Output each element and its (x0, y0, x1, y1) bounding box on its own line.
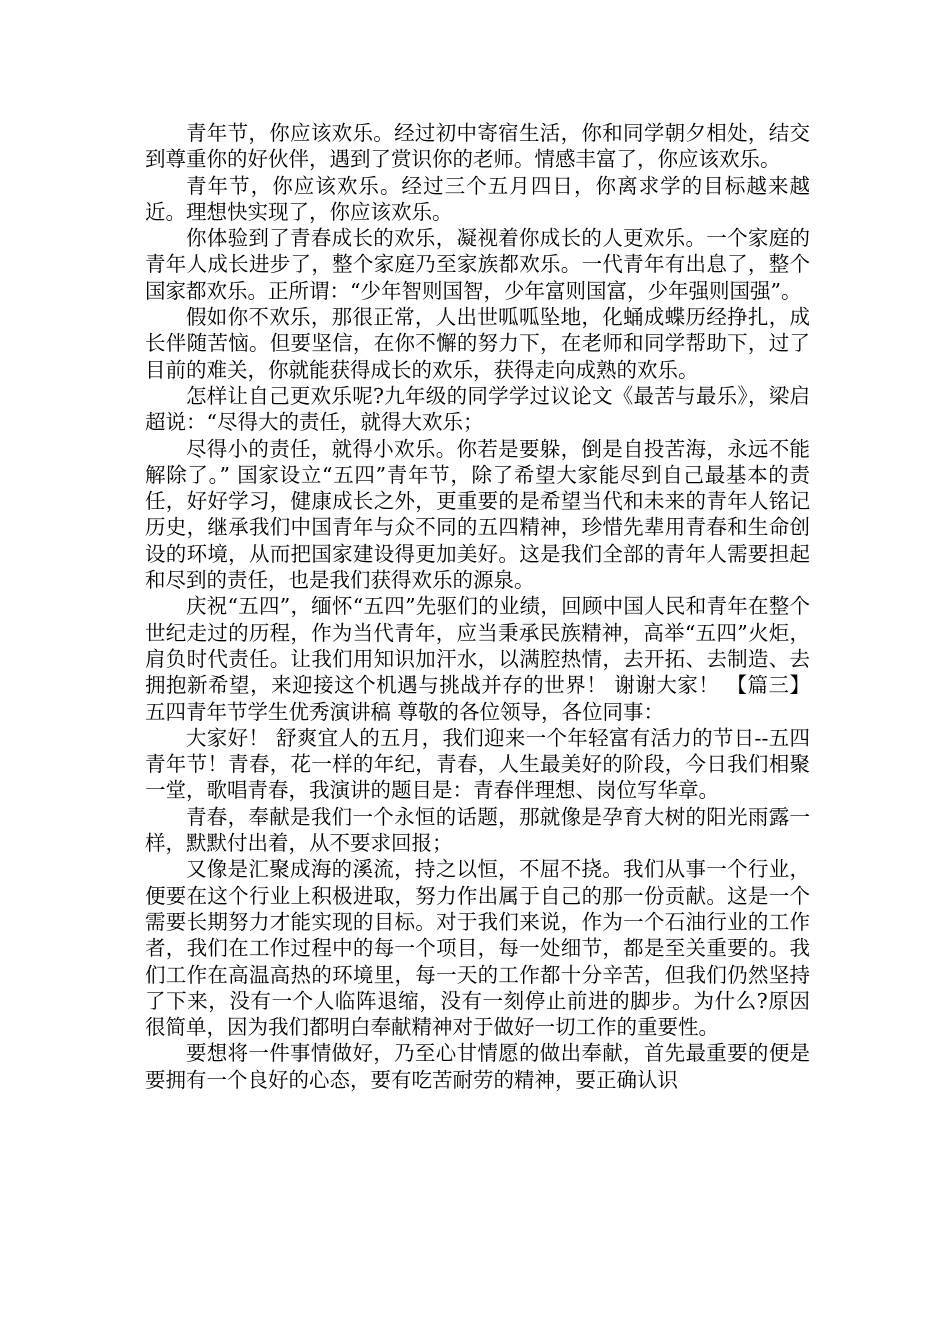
paragraph: 尽得小的责任，就得小欢乐。你若是要躲，倒是自投苦海，永远不能解除了。” 国家设立“五四”青年节，除了希望大家能尽到自己最基本的责任，好好学习，健康成长之外，更重要的是希望当代和未来的青年人铭记历史，继承我们中国青年与众不同的五四精神，珍惜先辈用青春和生命创设的环境，从而把国家建设得更加美好。这是我们全部的青年人需要担起和尽到的责任，也是我们获得欢乐的源泉。 (145, 436, 810, 593)
paragraph: 你体验到了青春成长的欢乐，凝视着你成长的人更欢乐。一个家庭的青年人成长进步了，整个家庭乃至家族都欢乐。一代青年有出息了，整个国家都欢乐。正所谓：“少年智则国智，少年富则国富，少年强则国强”。 (145, 226, 810, 303)
paragraph: 青年节，你应该欢乐。经过初中寄宿生活，你和同学朝夕相处，结交到尊重你的好伙伴，遇到了赏识你的老师。情感丰富了，你应该欢乐。 (145, 121, 810, 172)
paragraph: 又像是汇聚成海的溪流，持之以恒，不屈不挠。我们从事一个行业，便要在这个行业上积极进取，努力作出属于自己的那一份贡献。这是一个需要长期努力才能实现的目标。对于我们来说，作为一个石油行业的工作者，我们在工作过程中的每一个项目，每一处细节，都是至关重要的。我们工作在高温高热的环境里，每一天的工作都十分辛苦，但我们仍然坚持了下来，没有一个人临阵退缩，没有一刻停止前进的脚步。为什么?原因很简单，因为我们都明白奉献精神对于做好一切工作的重要性。 (145, 857, 810, 1040)
document-page (145, 120, 810, 1093)
paragraph: 大家好！ 舒爽宜人的五月，我们迎来一个年轻富有活力的节日--五四青年节！青春，花一样的年纪，青春，人生最美好的阶段，今日我们相聚一堂，歌唱青春，我演讲的题目是：青春伴理想、岗位写华章。 (145, 725, 810, 803)
paragraph: 假如你不欢乐，那很正常，人出世呱呱坠地，化蛹成蝶历经挣扎，成长伴随苦恼。但要坚信，在你不懈的努力下，在老师和同学帮助下，过了目前的难关，你就能获得成长的欢乐，获得走向成熟的欢乐。 (145, 305, 810, 382)
paragraph: 青年节，你应该欢乐。经过三个五月四日，你离求学的目标越来越近。理想快实现了，你应该欢乐。 (145, 173, 810, 224)
paragraph: 青春，奉献是我们一个永恒的话题，那就像是孕育大树的阳光雨露一样，默默付出着，从不要求回报； (145, 804, 810, 856)
paragraph: 怎样让自己更欢乐呢?九年级的同学学过议论文《最苦与最乐》，梁启超说：“尽得大的责任，就得大欢乐； (145, 383, 810, 435)
paragraph: 要想将一件事情做好，乃至心甘情愿的做出奉献，首先最重要的便是要拥有一个良好的心态，要有吃苦耐劳的精神，要正确认识 (145, 1041, 810, 1092)
paragraph: 庆祝“五四”，缅怀“五四”先驱们的业绩，回顾中国人民和青年在整个世纪走过的历程，作为当代青年，应当秉承民族精神，高举“五四”火炬，肩负时代责任。让我们用知识加汗水，以满腔热情，去开拓、去制造、去拥抱新希望，来迎接这个机遇与挑战并存的世界！ 谢谢大家！ 【篇三】五四青年节学生优秀演讲稿 尊敬的各位领导，各位同事： (145, 594, 810, 724)
